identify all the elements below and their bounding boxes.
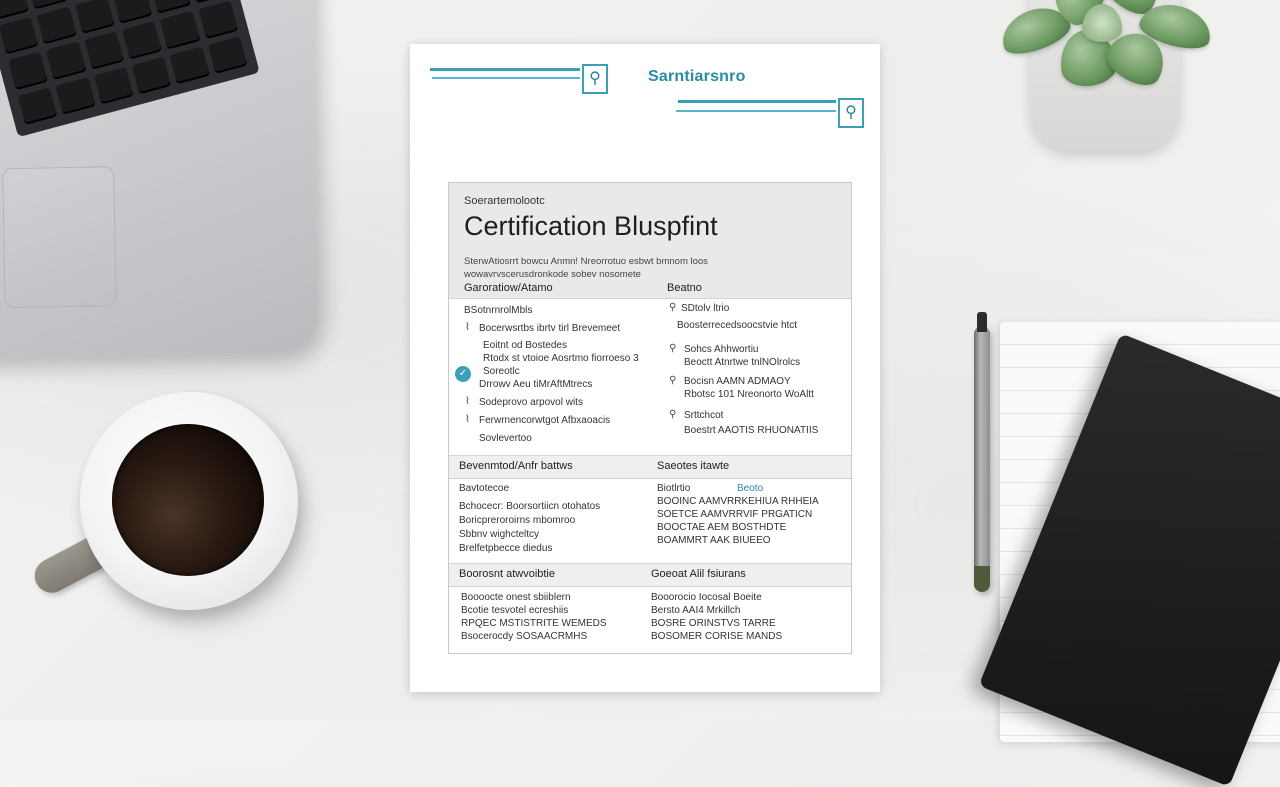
section2-band bbox=[449, 455, 851, 479]
list-item: Sovlevertoo bbox=[479, 433, 532, 444]
list-item: Sodeprovo arpovol wits bbox=[479, 397, 583, 408]
intro-text: SterwAtiosrrt bowcu Anmn! Nreorrotuo esbwt bmnom loos wowavrvscerusdronkode sobev nosomete bbox=[464, 256, 708, 280]
coffee-cup bbox=[80, 392, 298, 610]
laptop-keyboard bbox=[0, 0, 260, 137]
list-item: Bcotie tesvotel ecreshiis bbox=[461, 605, 569, 616]
list-item: Bsocerocdy SOSAACRMHS bbox=[461, 631, 588, 642]
list-item: Srttchcot bbox=[684, 410, 724, 421]
certification-document bbox=[410, 44, 880, 692]
list-item: BOAMMRT AAK BIUEEO bbox=[657, 535, 771, 546]
list-item: Beoto bbox=[737, 483, 764, 494]
list-item: Bocerwsrtbs ibrtv tirl Brevemeet bbox=[479, 323, 621, 334]
section3-right-head: Goeoat Alil fsiurans bbox=[651, 568, 746, 580]
list-item: BOSOMER CORISE MANDS bbox=[651, 631, 783, 642]
list-item: BOOCTAE AEM BOSTHDTE bbox=[657, 522, 787, 533]
list-item: Biotlrtio bbox=[657, 483, 691, 494]
brand-name: Sarntiarsnro bbox=[648, 68, 746, 85]
list-item: Soreotlc bbox=[483, 366, 520, 377]
list-item: Booorocio Iocosal Boeite bbox=[651, 592, 762, 603]
section1-left-head: Garoratiow/Atamo bbox=[464, 282, 553, 294]
check-icon: ✓ bbox=[455, 366, 471, 382]
blueprint-panel: Soerartemolootc Certification Bluspfint SterwAtiosrrt bowcu Anmn! Nreorrotuo esbwt bmnom loos wowavrvscerusdronkode sobev nosomete Garoratiow/Atamo Beatno BSotnrnrolMbls ⌇ Bocerwsrtbs ibrtv tirl Brevemeet Eoitnt od Bostedes Rtodx st vtoioe Aosrtmo fiorroeso 3 Soreotlc ✓ Drrowv Aeu tiMrAftMtrecs ⌇ Sodeprovo arpovol wits ⌇ Ferwrnencorwtgot Afbxaoacis Sovlevertoo ⚲ SDtolv ltrio Boosterrecedsoocstvie htct ⚲ Sohcs Ahhwortiu Beoctt Atnrtwe tnlNOlrolcs ⚲ Bocisn AAMN ADMAOY Rbotsc 101 Nreonorto WoAltt ⚲ Srttchcot Boestrt AAOTIS RHUONATIIS Bevenmtod/Anfr battws Saeotes itawte Bavtotecoe Bchocecr: Boorsortiicn otohatos Boricpreroroirns mbomroo Sbbnv wighcteltcy Brelfetpbecce diedus Biotlrtio Beoto BOOINC AAMVRRKEHIUA RHHEIA SOETCE AAMVRRVIF PRGATICN BOOCTAE AEM BOSTHDTE BOAMMRT AAK BIUEEO Boorosnt atwvoibtie Goeoat Alil fsiurans Boooocte onest sbiiblern Bcotie tesvotel ecreshiis RPQEC MSTISTRITE WEMEDS Bsocerocdy SOSAACRMHS Booorocio Iocosal Boeite Bersto AAI4 Mrkillch BOSRE ORINSTVS TARRE BOSOMER CORISE MANDS bbox=[448, 182, 852, 654]
document-header-icon: ⚲ bbox=[582, 64, 608, 94]
kicker: Soerartemolootc bbox=[464, 195, 545, 207]
list-item: Brelfetpbecce diedus bbox=[459, 543, 553, 554]
list-item: Sohcs Ahhwortiu bbox=[684, 344, 759, 355]
list-item: BOSRE ORINSTVS TARRE bbox=[651, 618, 776, 629]
section1-right-head: Beatno bbox=[667, 282, 702, 294]
section3-left-head: Boorosnt atwvoibtie bbox=[459, 568, 555, 580]
list-item: Boosterrecedsoocstvie htct bbox=[677, 320, 798, 331]
section3-band bbox=[449, 563, 851, 587]
laptop bbox=[0, 0, 318, 358]
list-item: Sbbnv wighcteltcy bbox=[459, 529, 540, 540]
list-item: Drrowv Aeu tiMrAftMtrecs bbox=[479, 379, 593, 390]
list-item: Bchocecr: Boorsortiicn otohatos bbox=[459, 501, 601, 512]
laptop-trackpad bbox=[2, 166, 116, 308]
succulent-plant bbox=[1030, 0, 1180, 150]
list-item: Boricpreroroirns mbomroo bbox=[459, 515, 576, 526]
coffee bbox=[112, 424, 264, 576]
section2-right-head: Saeotes itawte bbox=[657, 460, 730, 472]
section2-left-head: Bevenmtod/Anfr battws bbox=[459, 460, 573, 472]
list-item: BOOINC AAMVRRKEHIUA RHHEIA bbox=[657, 496, 819, 507]
list-item: SOETCE AAMVRRVIF PRGATICN bbox=[657, 509, 813, 520]
panel-header bbox=[449, 183, 851, 298]
list-item: Rtodx st vtoioe Aosrtmo fiorroeso 3 bbox=[483, 353, 639, 364]
list-item: BSotnrnrolMbls bbox=[464, 305, 533, 316]
list-item: Ferwrnencorwtgot Afbxaoacis bbox=[479, 415, 611, 426]
document-title: Certification Bluspfint bbox=[464, 211, 718, 241]
list-item: Bavtotecoe bbox=[459, 483, 510, 494]
list-item: Eoitnt od Bostedes bbox=[483, 340, 567, 351]
list-item: SDtolv ltrio bbox=[681, 303, 730, 314]
list-item: Rbotsc 101 Nreonorto WoAltt bbox=[684, 389, 814, 400]
pen[interactable] bbox=[974, 326, 990, 592]
list-item: Boestrt AAOTIS RHUONATIIS bbox=[684, 425, 819, 436]
list-item: Bocisn AAMN ADMAOY bbox=[684, 376, 791, 387]
list-item: RPQEC MSTISTRITE WEMEDS bbox=[461, 618, 607, 629]
list-item: Boooocte onest sbiiblern bbox=[461, 592, 571, 603]
list-item: Bersto AAI4 Mrkillch bbox=[651, 605, 741, 616]
list-item: Beoctt Atnrtwe tnlNOlrolcs bbox=[684, 357, 801, 368]
document-header-icon: ⚲ bbox=[838, 98, 864, 128]
